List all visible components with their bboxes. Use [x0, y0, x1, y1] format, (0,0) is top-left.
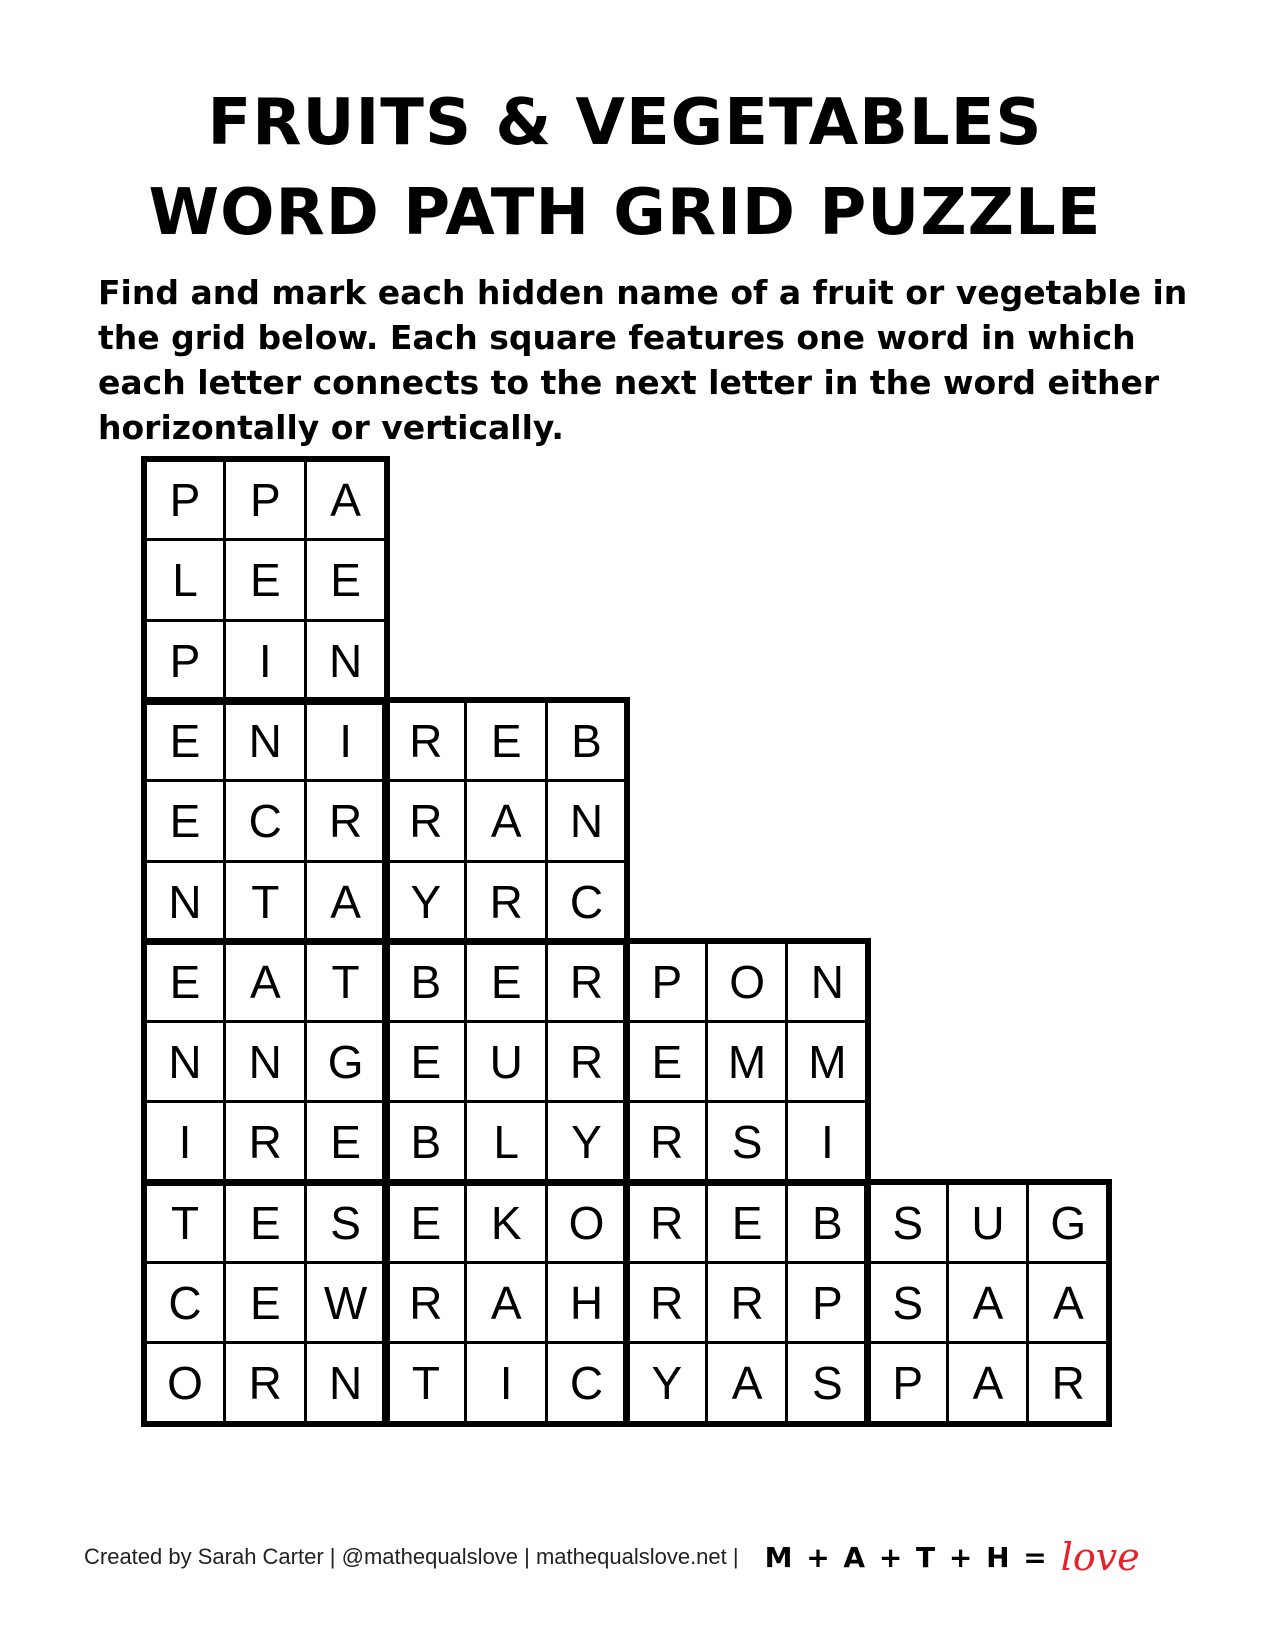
- grid-cell[interactable]: C: [545, 860, 629, 944]
- title-line-2: WORD PATH GRID PUZZLE: [148, 176, 1102, 250]
- grid-cell[interactable]: R: [384, 1261, 468, 1345]
- grid-cell[interactable]: M: [705, 1020, 789, 1104]
- grid-cell[interactable]: R: [384, 699, 468, 783]
- instructions-line-3: each letter connects to the next letter in the word either: [98, 363, 1160, 402]
- grid-cell[interactable]: C: [223, 779, 307, 863]
- grid-cell[interactable]: E: [384, 1181, 468, 1265]
- grid-cell[interactable]: A: [1026, 1261, 1110, 1345]
- grid-cell[interactable]: A: [304, 458, 388, 542]
- grid-cell[interactable]: R: [625, 1261, 709, 1345]
- grid-cell[interactable]: R: [223, 1100, 307, 1184]
- grid-cell[interactable]: A: [946, 1261, 1030, 1345]
- grid-cell[interactable]: T: [304, 940, 388, 1024]
- grid-cell[interactable]: O: [545, 1181, 629, 1265]
- grid-cell[interactable]: A: [946, 1341, 1030, 1425]
- grid-cell[interactable]: R: [625, 1181, 709, 1265]
- grid-cell[interactable]: E: [705, 1181, 789, 1265]
- grid-cell[interactable]: N: [143, 1020, 227, 1104]
- footer-credits: Created by Sarah Carter | @mathequalslove | mathequalslove.net |: [84, 1544, 739, 1569]
- title-line-1: FRUITS & VEGETABLES: [207, 86, 1043, 160]
- grid-cell[interactable]: N: [223, 1020, 307, 1104]
- grid-cell[interactable]: N: [785, 940, 869, 1024]
- grid-cell[interactable]: R: [304, 779, 388, 863]
- footer: [84, 1537, 1204, 1577]
- grid-cell[interactable]: T: [143, 1181, 227, 1265]
- grid-cell[interactable]: I: [464, 1341, 548, 1425]
- grid-cell[interactable]: H: [545, 1261, 629, 1345]
- grid-cell[interactable]: P: [866, 1341, 950, 1425]
- grid-cell[interactable]: O: [705, 940, 789, 1024]
- brand-love-logo: love: [1060, 1535, 1140, 1579]
- grid-cell[interactable]: B: [384, 940, 468, 1024]
- grid-cell[interactable]: M: [785, 1020, 869, 1104]
- grid-cell[interactable]: S: [304, 1181, 388, 1265]
- grid-cell[interactable]: A: [464, 779, 548, 863]
- grid-cell[interactable]: A: [705, 1341, 789, 1425]
- grid-cell[interactable]: E: [223, 538, 307, 622]
- grid-cell[interactable]: R: [384, 779, 468, 863]
- grid-cell[interactable]: I: [143, 1100, 227, 1184]
- grid-cell[interactable]: R: [545, 1020, 629, 1104]
- grid-cell[interactable]: G: [1026, 1181, 1110, 1265]
- grid-cell[interactable]: A: [223, 940, 307, 1024]
- instructions-line-4: horizontally or vertically.: [98, 408, 564, 447]
- grid-cell[interactable]: T: [384, 1341, 468, 1425]
- grid-cell[interactable]: S: [785, 1341, 869, 1425]
- grid-cell[interactable]: B: [384, 1100, 468, 1184]
- grid-cell[interactable]: I: [304, 699, 388, 783]
- grid-cell[interactable]: A: [464, 1261, 548, 1345]
- grid-cell[interactable]: Y: [384, 860, 468, 944]
- grid-cell[interactable]: W: [304, 1261, 388, 1345]
- grid-cell[interactable]: U: [946, 1181, 1030, 1265]
- grid-cell[interactable]: N: [304, 1341, 388, 1425]
- grid-cell[interactable]: C: [143, 1261, 227, 1345]
- grid-cell[interactable]: O: [143, 1341, 227, 1425]
- grid-cell[interactable]: E: [223, 1261, 307, 1345]
- grid-cell[interactable]: N: [545, 779, 629, 863]
- grid-cell[interactable]: P: [223, 458, 307, 542]
- grid-cell[interactable]: S: [705, 1100, 789, 1184]
- brand-logo: M + A + T + H =: [764, 1540, 1049, 1574]
- grid-cell[interactable]: R: [705, 1261, 789, 1345]
- grid-cell[interactable]: E: [384, 1020, 468, 1104]
- grid-cell[interactable]: I: [785, 1100, 869, 1184]
- grid-cell[interactable]: E: [143, 699, 227, 783]
- grid-cell[interactable]: P: [625, 940, 709, 1024]
- grid-cell[interactable]: U: [464, 1020, 548, 1104]
- grid-cell[interactable]: I: [223, 619, 307, 703]
- grid-cell[interactable]: R: [545, 940, 629, 1024]
- grid-cell[interactable]: Y: [545, 1100, 629, 1184]
- grid-cell[interactable]: P: [785, 1261, 869, 1345]
- grid-cell[interactable]: Y: [625, 1341, 709, 1425]
- grid-cell[interactable]: P: [143, 619, 227, 703]
- grid-cell[interactable]: B: [545, 699, 629, 783]
- grid-cell[interactable]: S: [866, 1181, 950, 1265]
- grid-cell[interactable]: L: [143, 538, 227, 622]
- grid-cell[interactable]: A: [304, 860, 388, 944]
- grid-cell[interactable]: E: [143, 779, 227, 863]
- grid-cell[interactable]: E: [304, 1100, 388, 1184]
- grid-cell[interactable]: R: [625, 1100, 709, 1184]
- grid-cell[interactable]: G: [304, 1020, 388, 1104]
- grid-cell[interactable]: N: [223, 699, 307, 783]
- instructions-line-2: the grid below. Each square features one word in which: [98, 318, 1136, 357]
- grid-cell[interactable]: E: [464, 699, 548, 783]
- grid-cell[interactable]: R: [1026, 1341, 1110, 1425]
- grid-cell[interactable]: L: [464, 1100, 548, 1184]
- grid-cell[interactable]: N: [143, 860, 227, 944]
- grid-cell[interactable]: K: [464, 1181, 548, 1265]
- grid-cell[interactable]: R: [464, 860, 548, 944]
- grid-cell[interactable]: C: [545, 1341, 629, 1425]
- grid-cell[interactable]: E: [304, 538, 388, 622]
- grid-cell[interactable]: P: [143, 458, 227, 542]
- instructions-line-1: Find and mark each hidden name of a fruit or vegetable in: [98, 273, 1188, 312]
- grid-cell[interactable]: T: [223, 860, 307, 944]
- grid-cell[interactable]: E: [625, 1020, 709, 1104]
- grid-cell[interactable]: B: [785, 1181, 869, 1265]
- grid-cell[interactable]: S: [866, 1261, 950, 1345]
- grid-cell[interactable]: E: [223, 1181, 307, 1265]
- grid-cell[interactable]: E: [464, 940, 548, 1024]
- grid-cell[interactable]: N: [304, 619, 388, 703]
- grid-cell[interactable]: E: [143, 940, 227, 1024]
- grid-cell[interactable]: R: [223, 1341, 307, 1425]
